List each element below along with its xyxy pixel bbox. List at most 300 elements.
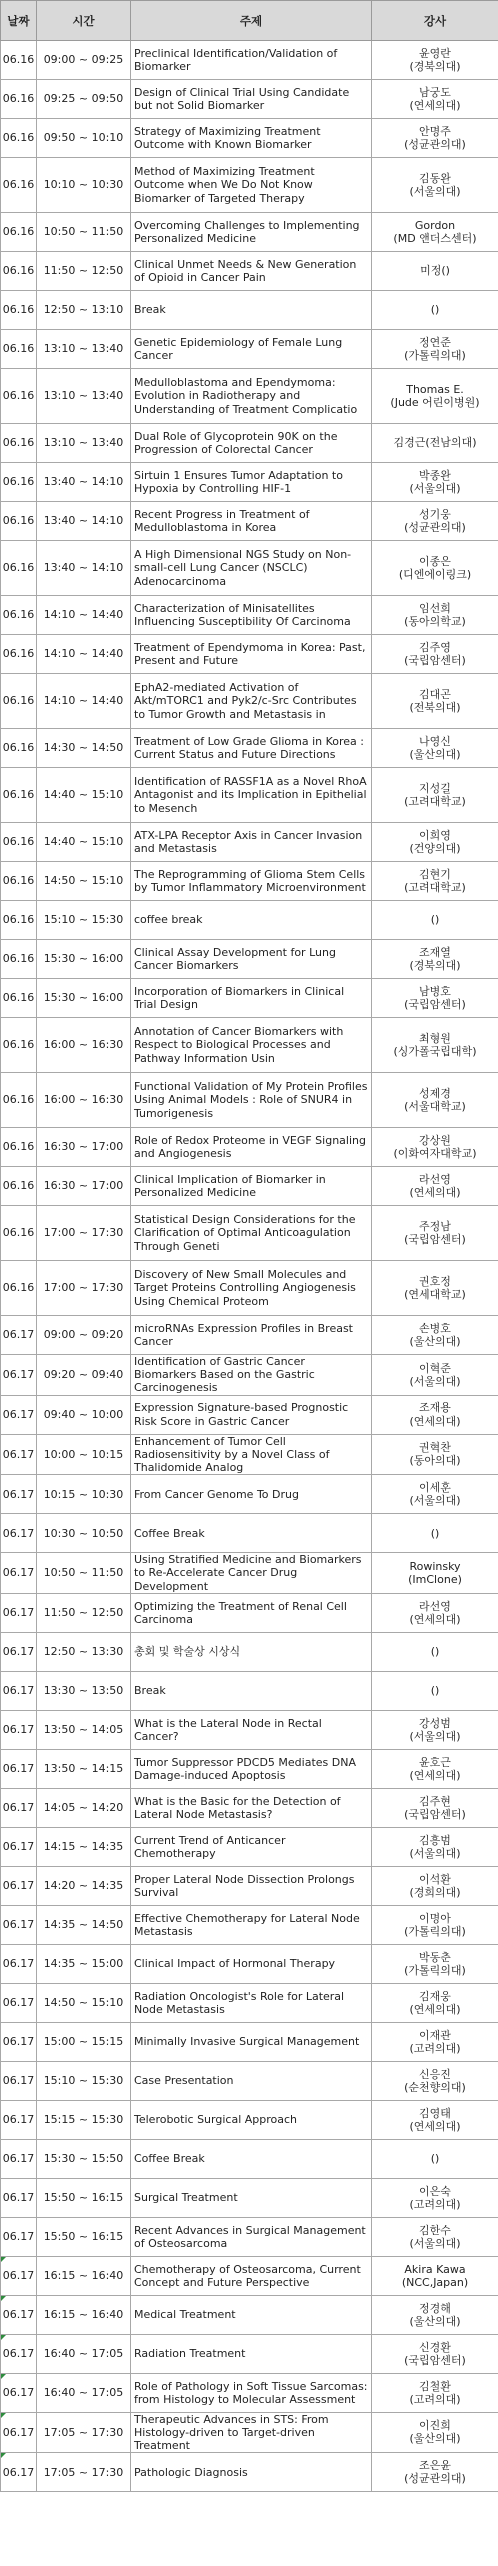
time-cell: 09:00 ~ 09:25 bbox=[37, 41, 131, 80]
date-cell: 06.17 bbox=[1, 1710, 37, 1749]
time-cell: 11:50 ~ 12:50 bbox=[37, 252, 131, 291]
speaker-cell: 이진희 (울산의대) bbox=[372, 2412, 498, 2453]
title-cell: Identification of Gastric Cancer Biomarkers Based on the Gastric Carcinogenesis bbox=[131, 1355, 372, 1396]
title-cell: Current Trend of Anticancer Chemotherapy bbox=[131, 1827, 372, 1866]
speaker-cell: 김영태 (연세의대) bbox=[372, 2100, 498, 2139]
time-cell: 15:00 ~ 15:15 bbox=[37, 2022, 131, 2061]
table-row bbox=[1, 158, 498, 213]
date-cell: 06.17 bbox=[1, 2412, 37, 2453]
date-cell: 06.16 bbox=[1, 1167, 37, 1206]
date-cell: 06.17 bbox=[1, 2178, 37, 2217]
table-row bbox=[1, 2022, 498, 2061]
title-cell: Genetic Epidemiology of Female Lung Cancer bbox=[131, 330, 372, 369]
time-cell: 09:00 ~ 09:20 bbox=[37, 1316, 131, 1355]
title-cell: Method of Maximizing Treatment Outcome when We Do Not Know Biomarker of Targeted Therapy bbox=[131, 158, 372, 213]
table-row bbox=[1, 1827, 498, 1866]
title-cell: Coffee Break bbox=[131, 2139, 372, 2178]
table-row bbox=[1, 2061, 498, 2100]
title-cell: Case Presentation bbox=[131, 2061, 372, 2100]
corner-marker bbox=[1, 2374, 6, 2379]
title-cell: Clinical Impact of Hormonal Therapy bbox=[131, 1944, 372, 1983]
corner-marker bbox=[1, 2453, 6, 2458]
date-cell: 06.16 bbox=[1, 768, 37, 823]
date-cell: 06.16 bbox=[1, 252, 37, 291]
title-cell: Tumor Suppressor PDCD5 Mediates DNA Damage-induced Apoptosis bbox=[131, 1749, 372, 1788]
time-cell: 17:05 ~ 17:30 bbox=[37, 2453, 131, 2492]
speaker-cell: 조재용 (연세의대) bbox=[372, 1395, 498, 1434]
speaker-cell: 박종완 (서울의대) bbox=[372, 463, 498, 502]
date-cell: 06.17 bbox=[1, 1944, 37, 1983]
corner-marker bbox=[1, 2413, 6, 2418]
table-row bbox=[1, 252, 498, 291]
time-cell: 13:50 ~ 14:05 bbox=[37, 1710, 131, 1749]
date-cell: 06.16 bbox=[1, 119, 37, 158]
time-cell: 09:50 ~ 10:10 bbox=[37, 119, 131, 158]
title-cell: Medical Treatment bbox=[131, 2295, 372, 2334]
speaker-cell: () bbox=[372, 901, 498, 940]
date-cell: 06.16 bbox=[1, 424, 37, 463]
table-row bbox=[1, 1434, 498, 1475]
date-cell: 06.17 bbox=[1, 1514, 37, 1553]
speaker-cell: 정경해 (울산의대) bbox=[372, 2295, 498, 2334]
date-cell: 06.16 bbox=[1, 1206, 37, 1261]
speaker-cell: 박동춘 (가톨릭의대) bbox=[372, 1944, 498, 1983]
date-cell: 06.17 bbox=[1, 1316, 37, 1355]
table-row bbox=[1, 1710, 498, 1749]
time-cell: 15:50 ~ 16:15 bbox=[37, 2217, 131, 2256]
table-row bbox=[1, 2334, 498, 2373]
speaker-cell: () bbox=[372, 2139, 498, 2178]
table-row bbox=[1, 1553, 498, 1594]
time-cell: 14:10 ~ 14:40 bbox=[37, 596, 131, 635]
speaker-cell: 김경근(전남의대) bbox=[372, 424, 498, 463]
time-cell: 17:00 ~ 17:30 bbox=[37, 1261, 131, 1316]
date-cell: 06.16 bbox=[1, 463, 37, 502]
speaker-cell: Gordon (MD 앤더스센터) bbox=[372, 213, 498, 252]
speaker-cell: () bbox=[372, 1514, 498, 1553]
time-cell: 15:30 ~ 15:50 bbox=[37, 2139, 131, 2178]
table-row bbox=[1, 80, 498, 119]
title-cell: Expression Signature-based Prognostic Risk Score in Gastric Cancer bbox=[131, 1395, 372, 1434]
title-cell: Break bbox=[131, 1671, 372, 1710]
date-cell: 06.16 bbox=[1, 80, 37, 119]
date-cell: 06.17 bbox=[1, 1593, 37, 1632]
title-cell: Dual Role of Glycoprotein 90K on the Progression of Colorectal Cancer bbox=[131, 424, 372, 463]
date-cell: 06.16 bbox=[1, 158, 37, 213]
speaker-cell: 나영신 (울산의대) bbox=[372, 729, 498, 768]
speaker-cell: 라선영 (연세의대) bbox=[372, 1167, 498, 1206]
title-cell: ATX-LPA Receptor Axis in Cancer Invasion and Metastasis bbox=[131, 823, 372, 862]
header-date: 날짜 bbox=[1, 1, 37, 41]
title-cell: Coffee Break bbox=[131, 1514, 372, 1553]
date-cell: 06.16 bbox=[1, 213, 37, 252]
speaker-cell: 김한수 (서울의대) bbox=[372, 2217, 498, 2256]
time-cell: 13:10 ~ 13:40 bbox=[37, 369, 131, 424]
title-cell: Minimally Invasive Surgical Management bbox=[131, 2022, 372, 2061]
time-cell: 14:40 ~ 15:10 bbox=[37, 823, 131, 862]
time-cell: 15:30 ~ 16:00 bbox=[37, 940, 131, 979]
time-cell: 15:50 ~ 16:15 bbox=[37, 2178, 131, 2217]
speaker-cell: 김철환 (고려의대) bbox=[372, 2373, 498, 2412]
title-cell: Pathologic Diagnosis bbox=[131, 2453, 372, 2492]
date-cell: 06.17 bbox=[1, 2453, 37, 2492]
table-row bbox=[1, 1983, 498, 2022]
date-cell: 06.16 bbox=[1, 674, 37, 729]
speaker-cell: 권혁찬 (동아의대) bbox=[372, 1434, 498, 1475]
title-cell: Effective Chemotherapy for Lateral Node Metastasis bbox=[131, 1905, 372, 1944]
title-cell: EphA2-mediated Activation of Akt/mTORC1 and Pyk2/c-Src Contributes to Tumor Growth and Metastasis in bbox=[131, 674, 372, 729]
table-row bbox=[1, 1788, 498, 1827]
date-cell: 06.16 bbox=[1, 729, 37, 768]
speaker-cell: 최형원 (싱가폴국립대학) bbox=[372, 1018, 498, 1073]
speaker-cell: 이재관 (고려의대) bbox=[372, 2022, 498, 2061]
table-row bbox=[1, 729, 498, 768]
schedule-body bbox=[1, 41, 498, 2492]
date-cell: 06.16 bbox=[1, 940, 37, 979]
date-cell: 06.17 bbox=[1, 2061, 37, 2100]
time-cell: 16:30 ~ 17:00 bbox=[37, 1128, 131, 1167]
time-cell: 10:00 ~ 10:15 bbox=[37, 1434, 131, 1475]
time-cell: 09:20 ~ 09:40 bbox=[37, 1355, 131, 1396]
speaker-cell: 김주영 (국립암센터) bbox=[372, 635, 498, 674]
title-cell: Enhancement of Tumor Cell Radiosensitivity by a Novel Class of Thalidomide Analog bbox=[131, 1434, 372, 1475]
time-cell: 17:00 ~ 17:30 bbox=[37, 1206, 131, 1261]
title-cell: Functional Validation of My Protein Profiles Using Animal Models : Role of SNUR4 in Tumorigenesis bbox=[131, 1073, 372, 1128]
title-cell: Statistical Design Considerations for the Clarification of Optimal Anticoagulation Through Geneti bbox=[131, 1206, 372, 1261]
time-cell: 10:50 ~ 11:50 bbox=[37, 213, 131, 252]
time-cell: 14:20 ~ 14:35 bbox=[37, 1866, 131, 1905]
speaker-cell: 신경환 (국립암센터) bbox=[372, 2334, 498, 2373]
title-cell: Therapeutic Advances in STS: From Histology-driven to Target-driven Treatment bbox=[131, 2412, 372, 2453]
speaker-cell: 김주현 (국립암센터) bbox=[372, 1788, 498, 1827]
speaker-cell: () bbox=[372, 1632, 498, 1671]
title-cell: Overcoming Challenges to Implementing Personalized Medicine bbox=[131, 213, 372, 252]
table-row bbox=[1, 2295, 498, 2334]
time-cell: 14:05 ~ 14:20 bbox=[37, 1788, 131, 1827]
table-row bbox=[1, 541, 498, 596]
table-row bbox=[1, 901, 498, 940]
table-row bbox=[1, 823, 498, 862]
title-cell: Strategy of Maximizing Treatment Outcome with Known Biomarker bbox=[131, 119, 372, 158]
title-cell: Proper Lateral Node Dissection Prolongs Survival bbox=[131, 1866, 372, 1905]
title-cell: Optimizing the Treatment of Renal Cell Carcinoma bbox=[131, 1593, 372, 1632]
time-cell: 14:50 ~ 15:10 bbox=[37, 862, 131, 901]
speaker-cell: 이석환 (경희의대) bbox=[372, 1866, 498, 1905]
table-row bbox=[1, 1593, 498, 1632]
speaker-cell: Rowinsky (ImClone) bbox=[372, 1553, 498, 1594]
date-cell: 06.17 bbox=[1, 1749, 37, 1788]
table-row bbox=[1, 1944, 498, 1983]
time-cell: 14:15 ~ 14:35 bbox=[37, 1827, 131, 1866]
date-cell: 06.17 bbox=[1, 2022, 37, 2061]
table-row bbox=[1, 1206, 498, 1261]
date-cell: 06.17 bbox=[1, 1788, 37, 1827]
table-row bbox=[1, 2217, 498, 2256]
table-row bbox=[1, 1749, 498, 1788]
title-cell: Treatment of Ependymoma in Korea: Past, Present and Future bbox=[131, 635, 372, 674]
table-row bbox=[1, 768, 498, 823]
time-cell: 13:40 ~ 14:10 bbox=[37, 541, 131, 596]
title-cell: Annotation of Cancer Biomarkers with Respect to Biological Processes and Pathway Information Usin bbox=[131, 1018, 372, 1073]
date-cell: 06.16 bbox=[1, 502, 37, 541]
title-cell: Incorporation of Biomarkers in Clinical Trial Design bbox=[131, 979, 372, 1018]
table-row bbox=[1, 41, 498, 80]
speaker-cell: 조재열 (경북의대) bbox=[372, 940, 498, 979]
time-cell: 15:30 ~ 16:00 bbox=[37, 979, 131, 1018]
table-row bbox=[1, 2256, 498, 2295]
time-cell: 16:15 ~ 16:40 bbox=[37, 2256, 131, 2295]
title-cell: What is the Lateral Node in Rectal Cancer? bbox=[131, 1710, 372, 1749]
title-cell: Role of Pathology in Soft Tissue Sarcomas: from Histology to Molecular Assessment bbox=[131, 2373, 372, 2412]
date-cell: 06.17 bbox=[1, 1866, 37, 1905]
date-cell: 06.17 bbox=[1, 2334, 37, 2373]
time-cell: 16:30 ~ 17:00 bbox=[37, 1167, 131, 1206]
title-cell: 총회 및 학술상 시상식 bbox=[131, 1632, 372, 1671]
title-cell: A High Dimensional NGS Study on Non-small-cell Lung Cancer (NSCLC) Adenocarcinoma bbox=[131, 541, 372, 596]
table-row bbox=[1, 1395, 498, 1434]
table-row bbox=[1, 1671, 498, 1710]
time-cell: 10:30 ~ 10:50 bbox=[37, 1514, 131, 1553]
title-cell: Sirtuin 1 Ensures Tumor Adaptation to Hypoxia by Controlling HIF-1 bbox=[131, 463, 372, 502]
speaker-cell: 남병호 (국립암센터) bbox=[372, 979, 498, 1018]
table-row bbox=[1, 424, 498, 463]
date-cell: 06.16 bbox=[1, 979, 37, 1018]
time-cell: 14:10 ~ 14:40 bbox=[37, 674, 131, 729]
title-cell: From Cancer Genome To Drug bbox=[131, 1475, 372, 1514]
table-row bbox=[1, 862, 498, 901]
time-cell: 13:40 ~ 14:10 bbox=[37, 502, 131, 541]
speaker-cell: 라선영 (연세의대) bbox=[372, 1593, 498, 1632]
title-cell: Design of Clinical Trial Using Candidate but not Solid Biomarker bbox=[131, 80, 372, 119]
table-row bbox=[1, 1316, 498, 1355]
speaker-cell: 이종은 (디엔에이링크) bbox=[372, 541, 498, 596]
table-row bbox=[1, 2139, 498, 2178]
time-cell: 13:50 ~ 14:15 bbox=[37, 1749, 131, 1788]
table-row bbox=[1, 940, 498, 979]
table-row bbox=[1, 2453, 498, 2492]
table-row bbox=[1, 2178, 498, 2217]
time-cell: 12:50 ~ 13:30 bbox=[37, 1632, 131, 1671]
title-cell: What is the Basic for the Detection of Lateral Node Metastasis? bbox=[131, 1788, 372, 1827]
speaker-cell: 조은윤 (성균관의대) bbox=[372, 2453, 498, 2492]
date-cell: 06.16 bbox=[1, 862, 37, 901]
title-cell: Discovery of New Small Molecules and Target Proteins Controlling Angiogenesis Using Chemical Proteom bbox=[131, 1261, 372, 1316]
speaker-cell: 강성범 (서울의대) bbox=[372, 1710, 498, 1749]
speaker-cell: 임선희 (동아의학교) bbox=[372, 596, 498, 635]
corner-marker bbox=[1, 2335, 6, 2340]
date-cell: 06.17 bbox=[1, 1355, 37, 1396]
title-cell: microRNAs Expression Profiles in Breast Cancer bbox=[131, 1316, 372, 1355]
title-cell: Telerobotic Surgical Approach bbox=[131, 2100, 372, 2139]
title-cell: coffee break bbox=[131, 901, 372, 940]
date-cell: 06.16 bbox=[1, 1128, 37, 1167]
table-row bbox=[1, 2100, 498, 2139]
date-cell: 06.17 bbox=[1, 1671, 37, 1710]
table-row bbox=[1, 291, 498, 330]
title-cell: Radiation Oncologist's Role for Lateral Node Metastasis bbox=[131, 1983, 372, 2022]
header-time: 시간 bbox=[37, 1, 131, 41]
time-cell: 16:15 ~ 16:40 bbox=[37, 2295, 131, 2334]
title-cell: The Reprogramming of Glioma Stem Cells by Tumor Inflammatory Microenvironment bbox=[131, 862, 372, 901]
speaker-cell: 김대곤 (전북의대) bbox=[372, 674, 498, 729]
title-cell: Using Stratified Medicine and Biomarkers to Re-Accelerate Cancer Drug Development bbox=[131, 1553, 372, 1594]
table-row bbox=[1, 213, 498, 252]
speaker-cell: 주정남 (국립암센터) bbox=[372, 1206, 498, 1261]
time-cell: 14:35 ~ 14:50 bbox=[37, 1905, 131, 1944]
time-cell: 11:50 ~ 12:50 bbox=[37, 1593, 131, 1632]
time-cell: 14:50 ~ 15:10 bbox=[37, 1983, 131, 2022]
date-cell: 06.16 bbox=[1, 291, 37, 330]
date-cell: 06.17 bbox=[1, 1827, 37, 1866]
header-speaker: 강사 bbox=[372, 1, 498, 41]
speaker-cell: Akira Kawa (NCC,Japan) bbox=[372, 2256, 498, 2295]
table-row bbox=[1, 1128, 498, 1167]
date-cell: 06.16 bbox=[1, 330, 37, 369]
date-cell: 06.16 bbox=[1, 41, 37, 80]
time-cell: 15:15 ~ 15:30 bbox=[37, 2100, 131, 2139]
time-cell: 15:10 ~ 15:30 bbox=[37, 2061, 131, 2100]
title-cell: Clinical Unmet Needs & New Generation of Opioid in Cancer Pain bbox=[131, 252, 372, 291]
table-row bbox=[1, 502, 498, 541]
title-cell: Characterization of Minisatellites Influencing Susceptibility Of Carcinoma bbox=[131, 596, 372, 635]
time-cell: 13:10 ~ 13:40 bbox=[37, 424, 131, 463]
title-cell: Clinical Implication of Biomarker in Personalized Medicine bbox=[131, 1167, 372, 1206]
table-row bbox=[1, 119, 498, 158]
speaker-cell: 정연준 (가톨릭의대) bbox=[372, 330, 498, 369]
date-cell: 06.16 bbox=[1, 369, 37, 424]
date-cell: 06.16 bbox=[1, 823, 37, 862]
title-cell: Role of Redox Proteome in VEGF Signaling and Angiogenesis bbox=[131, 1128, 372, 1167]
title-cell: Break bbox=[131, 291, 372, 330]
date-cell: 06.16 bbox=[1, 596, 37, 635]
date-cell: 06.17 bbox=[1, 1434, 37, 1475]
speaker-cell: 윤호근 (연세의대) bbox=[372, 1749, 498, 1788]
time-cell: 16:00 ~ 16:30 bbox=[37, 1018, 131, 1073]
time-cell: 09:40 ~ 10:00 bbox=[37, 1395, 131, 1434]
speaker-cell: 남궁도 (연세의대) bbox=[372, 80, 498, 119]
title-cell: Recent Advances in Surgical Management of Osteosarcoma bbox=[131, 2217, 372, 2256]
speaker-cell: 강상원 (이화여자대학교) bbox=[372, 1128, 498, 1167]
date-cell: 06.17 bbox=[1, 1632, 37, 1671]
date-cell: 06.16 bbox=[1, 901, 37, 940]
speaker-cell: Thomas E. (Jude 어린이병원) bbox=[372, 369, 498, 424]
table-row bbox=[1, 674, 498, 729]
time-cell: 16:00 ~ 16:30 bbox=[37, 1073, 131, 1128]
time-cell: 13:30 ~ 13:50 bbox=[37, 1671, 131, 1710]
date-cell: 06.16 bbox=[1, 541, 37, 596]
time-cell: 14:35 ~ 15:00 bbox=[37, 1944, 131, 1983]
date-cell: 06.17 bbox=[1, 1983, 37, 2022]
time-cell: 13:40 ~ 14:10 bbox=[37, 463, 131, 502]
table-row bbox=[1, 2373, 498, 2412]
table-row bbox=[1, 1475, 498, 1514]
speaker-cell: 김현기 (고려대학교) bbox=[372, 862, 498, 901]
title-cell: Treatment of Low Grade Glioma in Korea : Current Status and Future Directions bbox=[131, 729, 372, 768]
time-cell: 10:15 ~ 10:30 bbox=[37, 1475, 131, 1514]
time-cell: 17:05 ~ 17:30 bbox=[37, 2412, 131, 2453]
date-cell: 06.16 bbox=[1, 1261, 37, 1316]
date-cell: 06.17 bbox=[1, 2217, 37, 2256]
date-cell: 06.17 bbox=[1, 1395, 37, 1434]
speaker-cell: 이은숙 (고려의대) bbox=[372, 2178, 498, 2217]
date-cell: 06.17 bbox=[1, 1475, 37, 1514]
table-row bbox=[1, 979, 498, 1018]
speaker-cell: () bbox=[372, 291, 498, 330]
title-cell: Identification of RASSF1A as a Novel RhoA Antagonist and its Implication in Epithelial to Mesench bbox=[131, 768, 372, 823]
time-cell: 09:25 ~ 09:50 bbox=[37, 80, 131, 119]
date-cell: 06.17 bbox=[1, 2100, 37, 2139]
speaker-cell: 신응진 (순천향의대) bbox=[372, 2061, 498, 2100]
time-cell: 16:40 ~ 17:05 bbox=[37, 2334, 131, 2373]
speaker-cell: 김재웅 (연세의대) bbox=[372, 1983, 498, 2022]
speaker-cell: 이세훈 (서울의대) bbox=[372, 1475, 498, 1514]
table-row bbox=[1, 1514, 498, 1553]
table-row bbox=[1, 1073, 498, 1128]
speaker-cell: () bbox=[372, 1671, 498, 1710]
corner-marker bbox=[1, 2296, 6, 2301]
speaker-cell: 미정() bbox=[372, 252, 498, 291]
date-cell: 06.16 bbox=[1, 1018, 37, 1073]
date-cell: 06.17 bbox=[1, 2139, 37, 2178]
speaker-cell: 윤영란 (경북의대) bbox=[372, 41, 498, 80]
time-cell: 14:10 ~ 14:40 bbox=[37, 635, 131, 674]
time-cell: 10:50 ~ 11:50 bbox=[37, 1553, 131, 1594]
speaker-cell: 권호정 (연세대학교) bbox=[372, 1261, 498, 1316]
date-cell: 06.17 bbox=[1, 2295, 37, 2334]
time-cell: 16:40 ~ 17:05 bbox=[37, 2373, 131, 2412]
speaker-cell: 이희영 (건양의대) bbox=[372, 823, 498, 862]
speaker-cell: 안명주 (성균관의대) bbox=[372, 119, 498, 158]
speaker-cell: 성제경 (서울대학교) bbox=[372, 1073, 498, 1128]
speaker-cell: 이혁준 (서울의대) bbox=[372, 1355, 498, 1396]
table-row bbox=[1, 1355, 498, 1396]
speaker-cell: 김흥범 (서울의대) bbox=[372, 1827, 498, 1866]
table-row bbox=[1, 596, 498, 635]
date-cell: 06.17 bbox=[1, 1905, 37, 1944]
title-cell: Chemotherapy of Osteosarcoma, Current Concept and Future Perspective bbox=[131, 2256, 372, 2295]
speaker-cell: 지성길 (고려대학교) bbox=[372, 768, 498, 823]
title-cell: Surgical Treatment bbox=[131, 2178, 372, 2217]
table-row bbox=[1, 1018, 498, 1073]
date-cell: 06.16 bbox=[1, 635, 37, 674]
time-cell: 14:40 ~ 15:10 bbox=[37, 768, 131, 823]
table-row bbox=[1, 369, 498, 424]
title-cell: Radiation Treatment bbox=[131, 2334, 372, 2373]
date-cell: 06.17 bbox=[1, 1553, 37, 1594]
table-row bbox=[1, 463, 498, 502]
title-cell: Preclinical Identification/Validation of Biomarker bbox=[131, 41, 372, 80]
table-row bbox=[1, 1866, 498, 1905]
speaker-cell: 이명아 (가톨릭의대) bbox=[372, 1905, 498, 1944]
date-cell: 06.17 bbox=[1, 2373, 37, 2412]
time-cell: 13:10 ~ 13:40 bbox=[37, 330, 131, 369]
speaker-cell: 김동완 (서울의대) bbox=[372, 158, 498, 213]
table-row bbox=[1, 1167, 498, 1206]
speaker-cell: 성기웅 (성균관의대) bbox=[372, 502, 498, 541]
header-title: 주제 bbox=[131, 1, 372, 41]
table-row bbox=[1, 330, 498, 369]
date-cell: 06.16 bbox=[1, 1073, 37, 1128]
table-row bbox=[1, 2412, 498, 2453]
time-cell: 15:10 ~ 15:30 bbox=[37, 901, 131, 940]
time-cell: 14:30 ~ 14:50 bbox=[37, 729, 131, 768]
table-row bbox=[1, 635, 498, 674]
date-cell: 06.17 bbox=[1, 2256, 37, 2295]
table-row bbox=[1, 1261, 498, 1316]
title-cell: Recent Progress in Treatment of Medulloblastoma in Korea bbox=[131, 502, 372, 541]
title-cell: Clinical Assay Development for Lung Cancer Biomarkers bbox=[131, 940, 372, 979]
time-cell: 10:10 ~ 10:30 bbox=[37, 158, 131, 213]
